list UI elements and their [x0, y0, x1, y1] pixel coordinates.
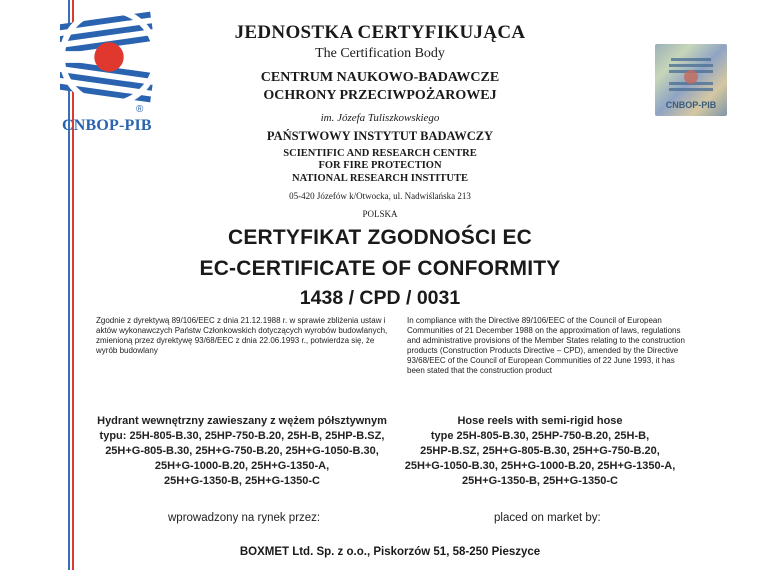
address: 05-420 Józefów k/Otwocka, ul. Nadwiślańska 213 [289, 191, 471, 201]
product-description-en [395, 414, 685, 489]
product-line: Hose reels with semi-rigid hose [457, 415, 623, 427]
logo-label: CNBOP-PIB [62, 117, 152, 134]
centre-name-pl-1: CENTRUM NAUKOWO-BADAWCZE [260, 70, 500, 85]
placed-on-market-label-en: placed on market by: [494, 512, 601, 524]
manufacturer-name: BOXMET Ltd. Sp. z o.o., Piskorzów 51, 58-250 Pieszyce [239, 546, 541, 558]
product-line: typu: 25H-805-B.30, 25HP-750-B.20, 25H-B, 25HP-B.SZ, [99, 430, 385, 442]
product-line: Hydrant wewnętrzny zawieszany z wężem półsztywnym [97, 415, 387, 427]
placed-on-market-label-pl: wprowadzony na rynek przez: [168, 512, 321, 524]
centre-name-en-2: FOR FIRE PROTECTION [318, 160, 442, 171]
certificate-number: 1438 / CPD / 0031 [299, 287, 461, 309]
product-line: 25HP-B.SZ, 25H+G-805-B.30, 25H+G-750-B.20, [420, 445, 660, 457]
hologram-seal [655, 44, 727, 116]
product-line: 25H+G-1000-B.20, 25H+G-1350-A, [154, 460, 330, 472]
product-line: 25H+G-1350-B, 25H+G-1350-C [164, 475, 320, 487]
institute-en: NATIONAL RESEARCH INSTITUTE [291, 173, 469, 184]
registered-mark: ® [136, 104, 144, 115]
certification-body-title: JEDNOSTKA CERTYFIKUJĄCA [234, 22, 526, 43]
legal-text-en: In compliance with the Directive 89/106/EEC of the Council of European Communities of 21 December 1988 on the approximation of laws, regulations and administrative provisions of the Member States relating to the construction products (Construction Products Directive – CPD), amended by the Directive 93/68/EEC of the Council of European Communities of 22 June 1993, it has been stated that the construction product [407, 316, 685, 375]
cnbop-logo-icon [60, 8, 158, 106]
product-line: 25H+G-805-B.30, 25H+G-750-B.20, 25H+G-1050-B.30, [105, 445, 379, 457]
product-line: 25H+G-1350-B, 25H+G-1350-C [462, 475, 618, 487]
product-description-pl [92, 414, 392, 489]
product-line: 25H+G-1050-B.30, 25H+G-1000-B.20, 25H+G-1350-A, [404, 460, 676, 472]
legal-text-pl: Zgodnie z dyrektywą 89/106/EEC z dnia 21.12.1988 r. w sprawie zbliżenia ustaw i aktów wykonawczych Państw Członkowskich dotyczących wyrobów budowlanych, zmienioną przez dyrektywę 93/68/EEC z dnia 22.06.1993 r., potwierdza się, że wyrób budowlany [96, 316, 388, 355]
country: POLSKA [362, 209, 398, 219]
institute-pl: PAŃSTWOWY INSTYTUT BADAWCZY [266, 129, 494, 143]
certificate-title-pl: CERTYFIKAT ZGODNOŚCI EC [227, 226, 533, 249]
centre-name-pl-2: OCHRONY PRZECIWPOŻAROWEJ [263, 88, 497, 103]
product-line: type 25H-805-B.30, 25HP-750-B.20, 25H-B, [430, 430, 650, 442]
named-after: im. Józefa Tuliszkowskiego [320, 112, 440, 124]
centre-name-en-1: SCIENTIFIC AND RESEARCH CENTRE [283, 148, 477, 159]
certificate-title-en: EC-CERTIFICATE OF CONFORMITY [199, 257, 561, 280]
hologram-label: CNBOP-PIB [665, 100, 717, 110]
certification-body-subtitle: The Certification Body [315, 46, 445, 61]
